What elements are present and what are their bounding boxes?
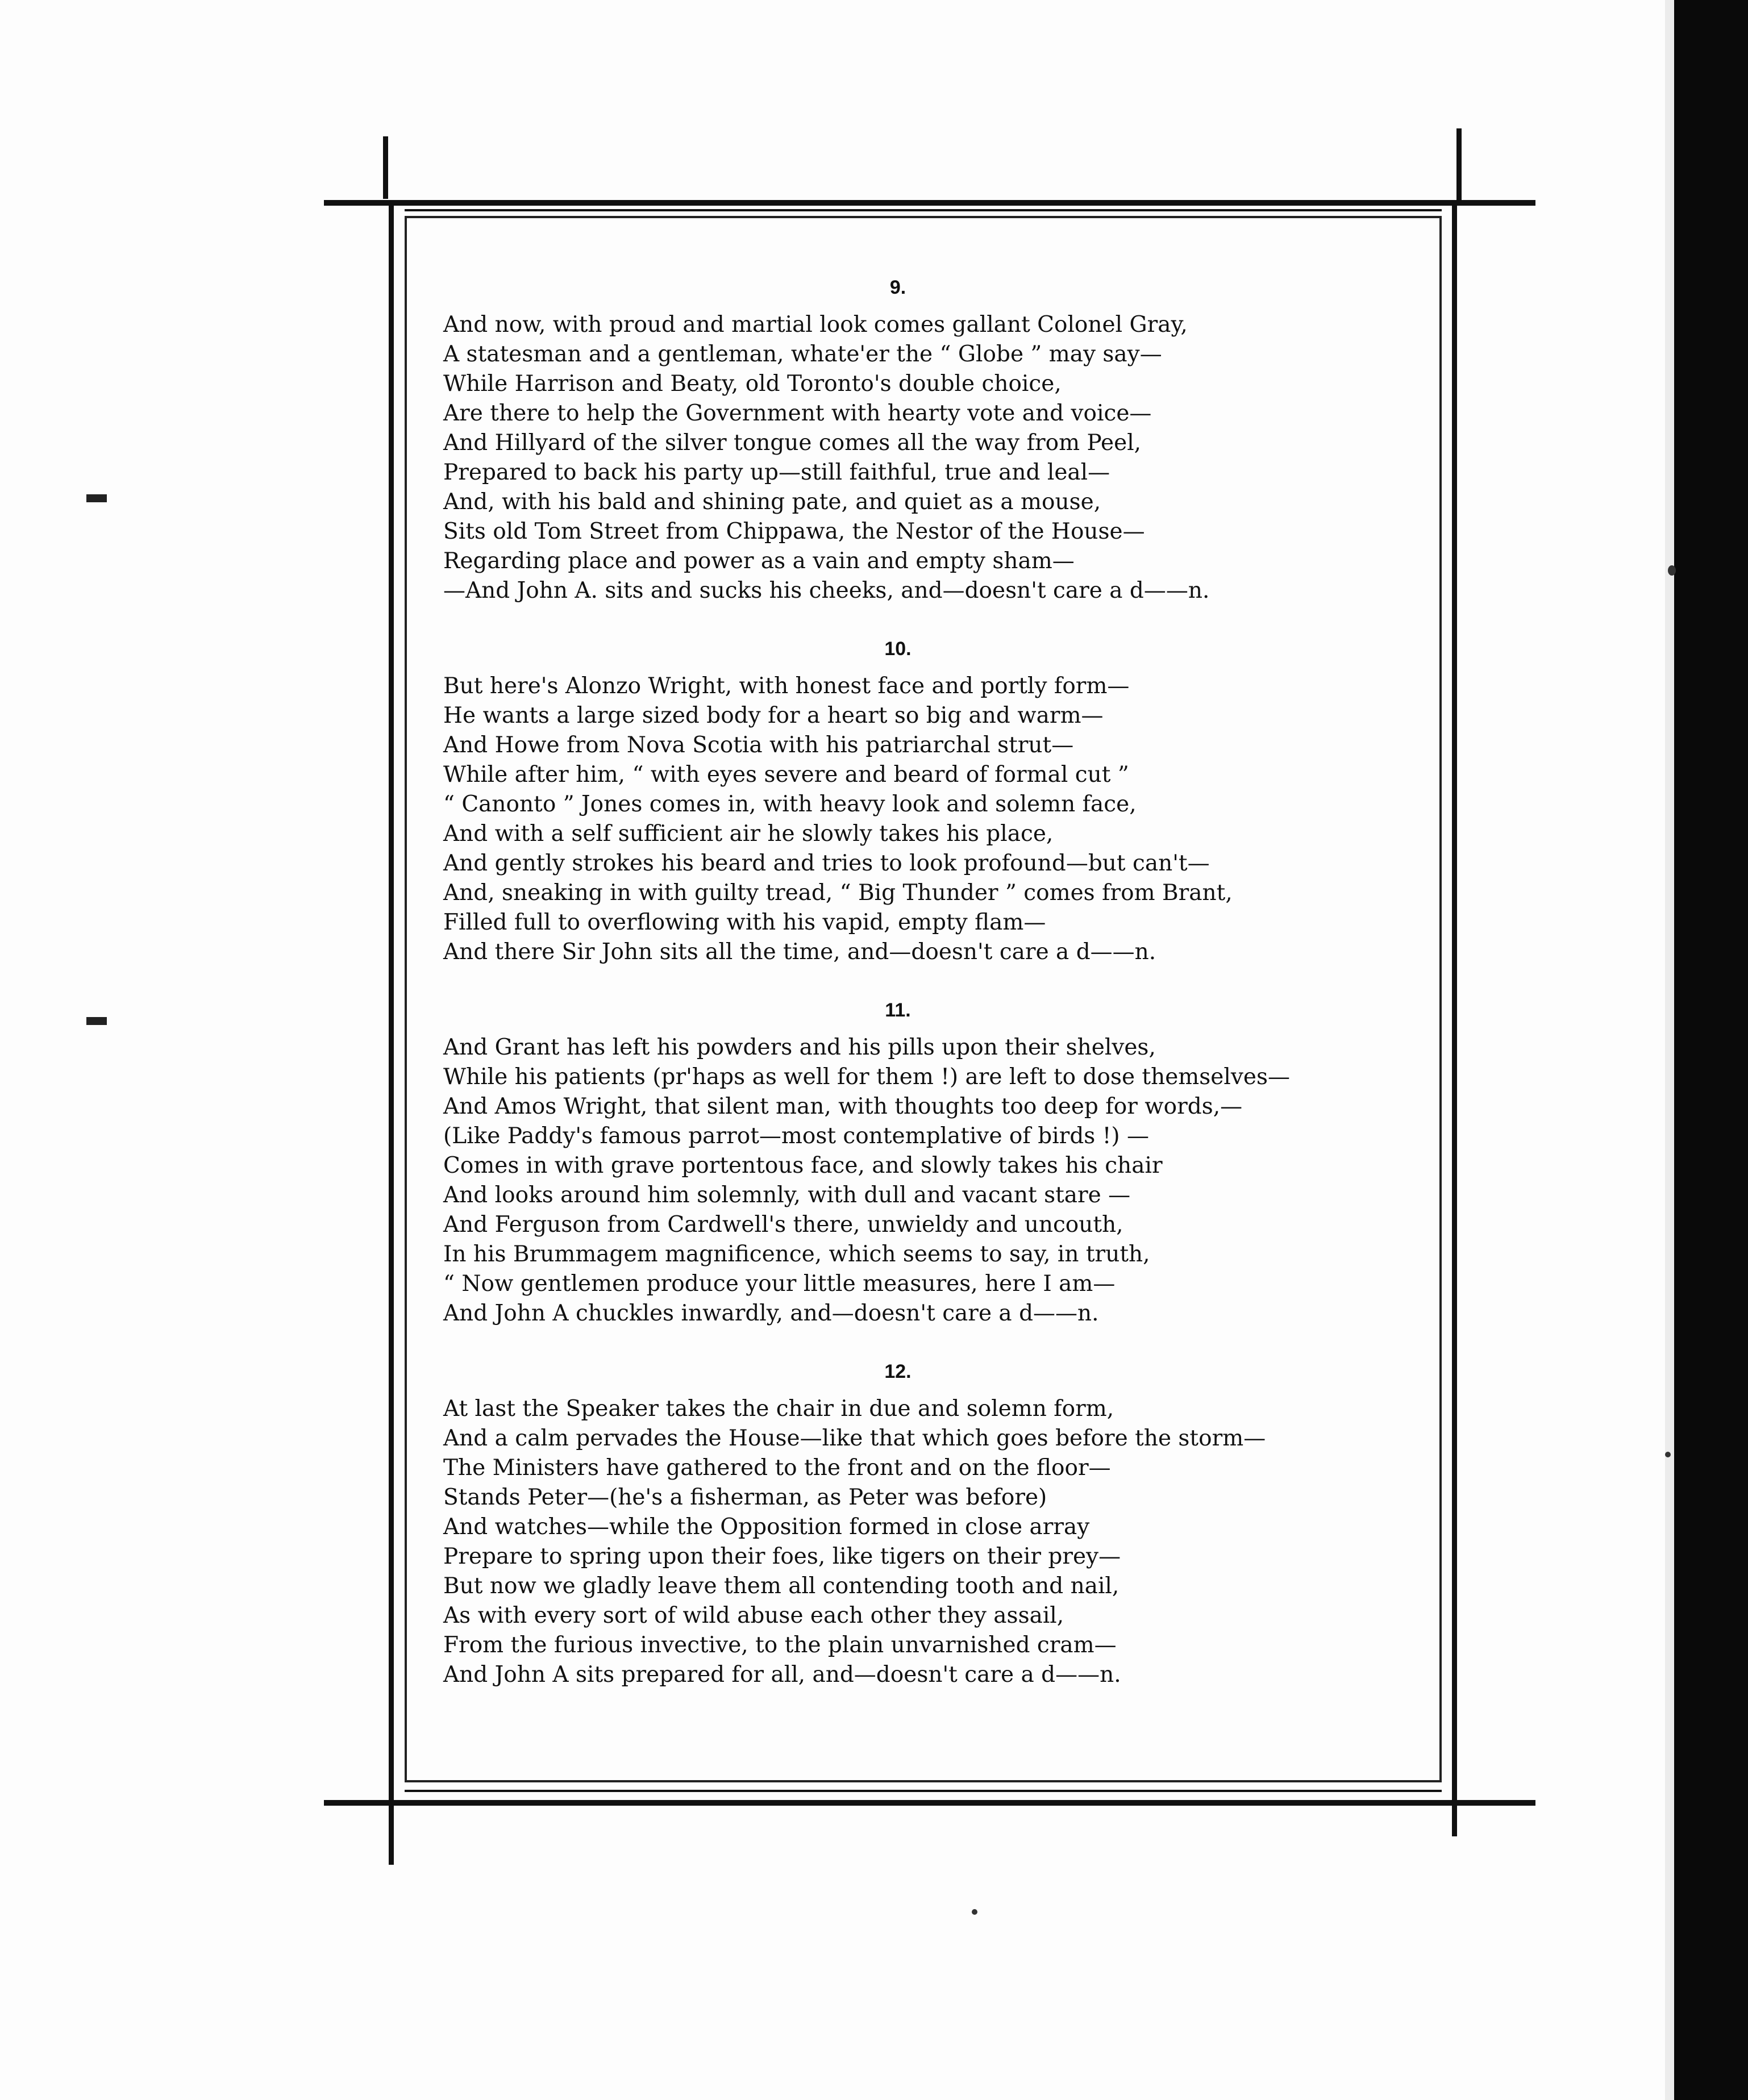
verse-line: Are there to help the Government with hearty vote and voice—	[443, 401, 1152, 426]
stanza-number: 10.	[884, 638, 912, 660]
verse-line: A statesman and a gentleman, whate'er the “ Globe ” may say—	[443, 341, 1162, 367]
verse-line: (Like Paddy's famous parrot—most contemplative of birds !) —	[443, 1123, 1149, 1149]
verse-line: And Ferguson from Cardwell's there, unwieldy and uncouth,	[443, 1212, 1123, 1238]
stanza-9	[443, 267, 1421, 606]
verse-line: Stands Peter—(he's a fisherman, as Peter was before)	[443, 1485, 1047, 1510]
ink-speck	[1668, 565, 1676, 576]
top-horizontal-rule	[324, 200, 1535, 206]
bottom-horizontal-rule	[324, 1800, 1535, 1806]
verse-line: “ Canonto ” Jones comes in, with heavy look and solemn face,	[443, 791, 1137, 817]
verse-line: But here's Alonzo Wright, with honest face and portly form—	[443, 673, 1130, 699]
ink-speck	[972, 1909, 977, 1915]
verse-line: He wants a large sized body for a heart so big and warm—	[443, 703, 1104, 728]
verse-line: As with every sort of wild abuse each other they assail,	[443, 1603, 1064, 1628]
verse-line: —And John A. sits and sucks his cheeks, and—doesn't care a d——n.	[443, 578, 1210, 603]
verse-line: And gently strokes his beard and tries to look profound—but can't—	[443, 851, 1210, 876]
verse-line: While his patients (pr'haps as well for them !) are left to dose themselves—	[443, 1064, 1290, 1090]
verse-line: And there Sir John sits all the time, and—doesn't care a d——n.	[443, 939, 1156, 965]
verse-line: Regarding place and power as a vain and empty sham—	[443, 548, 1075, 574]
stanza-12	[443, 1351, 1421, 1690]
verse-line: And, sneaking in with guilty tread, “ Big Thunder ” comes from Brant,	[443, 880, 1233, 906]
verse-line: Prepare to spring upon their foes, like tigers on their prey—	[443, 1544, 1121, 1569]
verse-line: Sits old Tom Street from Chippawa, the Nestor of the House—	[443, 519, 1145, 544]
verse-line: From the furious invective, to the plain unvarnished cram—	[443, 1632, 1117, 1658]
verse-line: While after him, “ with eyes severe and beard of formal cut ”	[443, 762, 1129, 788]
stanza-number: 9.	[889, 277, 906, 298]
verse-line: But now we gladly leave them all contending tooth and nail,	[443, 1573, 1119, 1599]
scan-margin	[1674, 0, 1748, 2100]
top-horizontal-rule-thin	[405, 209, 1442, 211]
bottom-horizontal-rule-thin	[405, 1790, 1442, 1792]
verse-line: The Ministers have gathered to the front and on the floor—	[443, 1455, 1111, 1481]
verse-line: And watches—while the Opposition formed in close array	[443, 1514, 1090, 1540]
verse-line: “ Now gentlemen produce your little measures, here I am—	[443, 1271, 1116, 1297]
verse-line: And, with his bald and shining pate, and quiet as a mouse,	[443, 489, 1101, 515]
top-right-vertical-rule	[1456, 128, 1462, 202]
ink-speck	[1665, 1452, 1671, 1457]
poem-text	[443, 267, 1421, 1713]
verse-line: And John A sits prepared for all, and—doesn't care a d——n.	[443, 1662, 1121, 1688]
verse-line: In his Brummagem magnificence, which seems to say, in truth,	[443, 1241, 1150, 1267]
right-vertical-rule	[1452, 200, 1457, 1836]
verse-line: And Hillyard of the silver tongue comes all the way from Peel,	[443, 430, 1142, 456]
verse-line: And looks around him solemnly, with dull and vacant stare —	[443, 1182, 1131, 1208]
top-left-vertical-rule	[383, 136, 388, 199]
verse-line: And with a self sufficient air he slowly takes his place,	[443, 821, 1054, 847]
page-edge	[1665, 0, 1674, 2100]
left-edge-mark	[86, 1017, 107, 1025]
stanza-10	[443, 628, 1421, 967]
verse-line: At last the Speaker takes the chair in due and solemn form,	[443, 1396, 1114, 1422]
verse-line: Filled full to overflowing with his vapid, empty flam—	[443, 910, 1046, 935]
verse-line: And John A chuckles inwardly, and—doesn't care a d——n.	[443, 1301, 1099, 1326]
left-edge-mark	[86, 494, 107, 502]
verse-line: And Howe from Nova Scotia with his patriarchal strut—	[443, 732, 1074, 758]
stanza-number: 11.	[885, 999, 911, 1021]
verse-line: While Harrison and Beaty, old Toronto's double choice,	[443, 371, 1062, 397]
verse-line: Comes in with grave portentous face, and slowly takes his chair	[443, 1153, 1163, 1178]
verse-line: Prepared to back his party up—still faithful, true and leal—	[443, 460, 1110, 485]
verse-line: And Grant has left his powders and his pills upon their shelves,	[443, 1035, 1156, 1060]
verse-line: And Amos Wright, that silent man, with thoughts too deep for words,—	[443, 1094, 1243, 1119]
verse-line: And now, with proud and martial look comes gallant Colonel Gray,	[443, 312, 1188, 338]
stanza-number: 12.	[884, 1361, 912, 1382]
verse-line: And a calm pervades the House—like that which goes before the storm—	[443, 1426, 1266, 1451]
stanza-11	[443, 990, 1421, 1328]
